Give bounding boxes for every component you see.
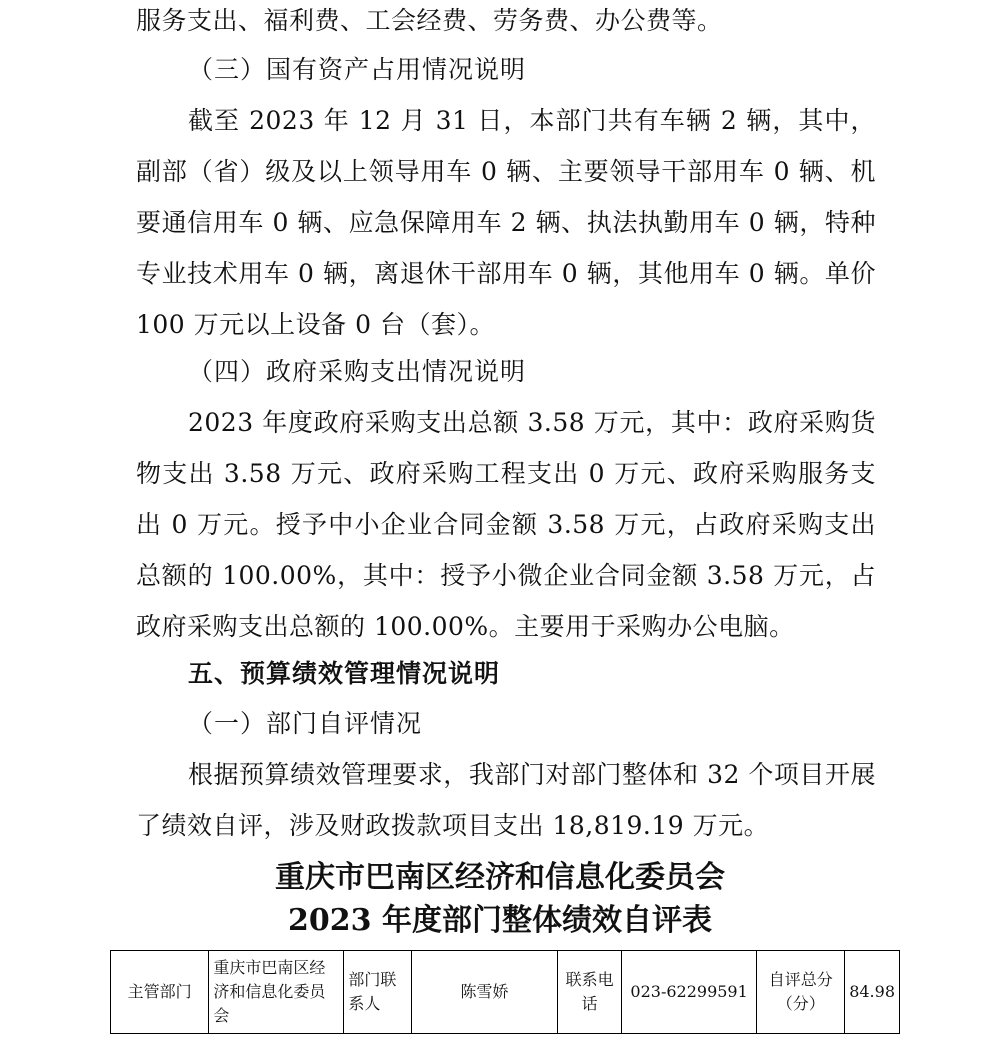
- body-text-continued: 服务支出、福利费、工会经费、劳务费、办公费等。: [136, 6, 723, 35]
- table-title-line1: 重庆市巴南区经济和信息化委员会: [275, 860, 725, 895]
- score-value-cell: 84.98: [845, 951, 900, 1034]
- section-3-heading: （三）国有资产占用情况说明: [188, 55, 527, 84]
- section-4-heading: （四）政府采购支出情况说明: [188, 357, 527, 386]
- contact-value-cell: 陈雪娇: [411, 951, 558, 1034]
- contact-label-cell: 部门联系人: [344, 951, 411, 1034]
- table-title-line2: 2023 年度部门整体绩效自评表: [288, 903, 712, 938]
- section-4-paragraph: 2023 年度政府采购支出总额 3.58 万元，其中：政府采购货物支出 3.58 万元、政府采购工程支出 0 万元、政府采购服务支出 0 万元。授予中小企业合同金额 3.58 万元，占政府采购支出总额的 100.00%，其中：授予小微企业合同金额 3.58 万元，占政府采购支出总额的 100.00%。主要用于采购办公电脑。: [136, 408, 876, 641]
- subsection-1-paragraph: 根据预算绩效管理要求，我部门对部门整体和 32 个项目开展了绩效自评，涉及财政拨款项目支出 18,819.19 万元。: [136, 760, 876, 840]
- section-five-heading: 五、预算绩效管理情况说明: [188, 659, 501, 688]
- dept-value-cell: 重庆市巴南区经济和信息化委员会: [209, 951, 344, 1034]
- subsection-1-heading: （一）部门自评情况: [188, 709, 423, 738]
- section-3-paragraph: 截至 2023 年 12 月 31 日，本部门共有车辆 2 辆，其中，副部（省）级及以上领导用车 0 辆、主要领导干部用车 0 辆、机要通信用车 0 辆、应急保障用车 2 辆、执法执勤用车 0 辆，特种专业技术用车 0 辆，离退休干部用车 0 辆，其他用车 0 辆。单价 100 万元以上设备 0 台（套）。: [136, 106, 876, 339]
- self-evaluation-table: [110, 950, 900, 1034]
- phone-value-cell: 023-62299591: [621, 951, 756, 1034]
- phone-label-cell: 联系电话: [558, 951, 622, 1034]
- score-label-cell: 自评总分（分）: [757, 951, 845, 1034]
- table-row: [111, 951, 900, 1034]
- dept-label-cell: 主管部门: [111, 951, 209, 1034]
